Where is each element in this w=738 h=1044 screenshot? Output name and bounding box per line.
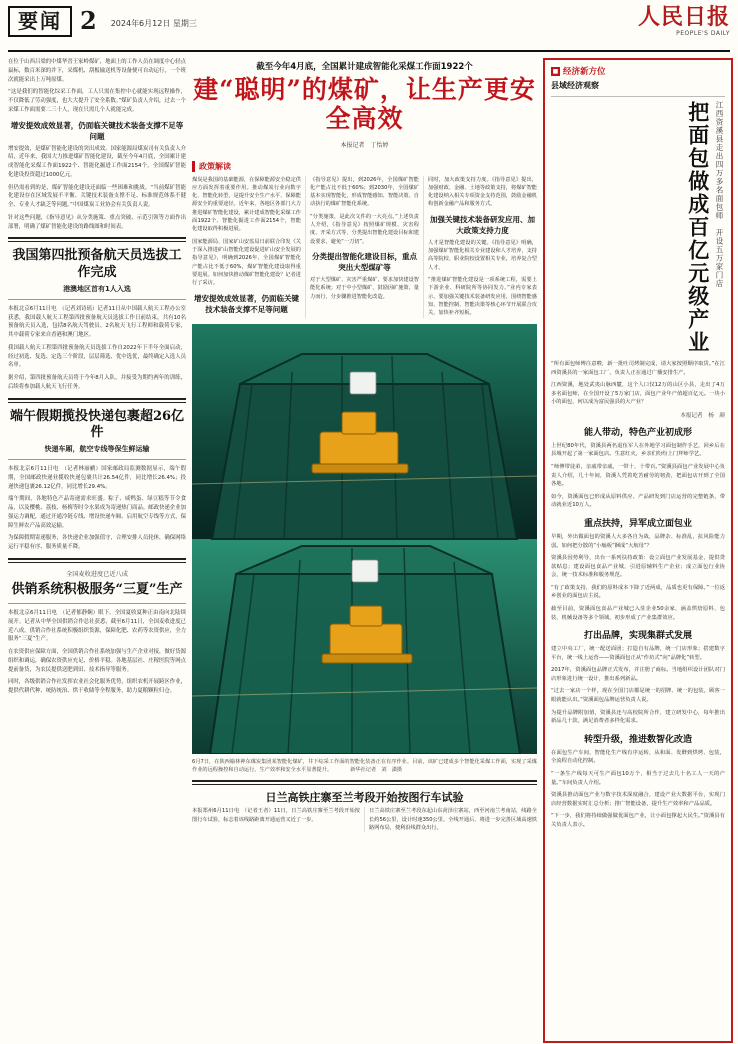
- feature-paragraph: “有了政策支持，我们的原料成本下降了近两成，品质也更有保障。”一位返乡创业的面包店主说。: [551, 584, 725, 600]
- center-column: [192, 58, 537, 1043]
- issue-date: 2024年6月12日 星期三: [110, 19, 197, 28]
- main-paragraph: 人才是智能化建设的关键。《指导意见》明确，加强煤矿智能化相关专业建设和人才培养，支持高等院校、职业院校设置相关专业，培养复合型人才。: [428, 239, 537, 271]
- article-paragraph: 我国载人航天工程第四批预备航天员选拔工作自2022年下半年全面启动，经过初选、复选、定选三个阶段，层层筛选、优中选优，最终确定入选人员名单。: [8, 344, 186, 369]
- main-body-columns: [192, 176, 537, 318]
- feature-section-heading: 打出品牌，实现集群式发展: [583, 631, 692, 642]
- paper-name-en: PEOPLE'S DAILY: [676, 30, 730, 37]
- feature-vertical-subhead: 江西资溪县走出四万多名面包师 开设五万家门店: [715, 101, 724, 288]
- left-column: [8, 58, 186, 1043]
- feature-section-heading: 重点扶持，异军成立面包业: [583, 518, 692, 529]
- article-title: 我国第四批预备航天员选拔工作完成: [12, 248, 182, 280]
- article-dateline: 本报北京6月11日电 （记者郁静娴）眼下，全国夏收夏种正由南向北陆续展开。记者从中华全国供销合作总社获悉，截至6月11日，全国麦收进度已近八成，供销合作社系统积极组织货源，保障化肥、农药等农资供应，全力服务“三夏”生产。: [8, 610, 186, 643]
- article-title: 供销系统积极服务“三夏”生产: [11, 581, 183, 597]
- main-subhead-3: 加强关键技术装备研发应用、加大政策支持力度: [430, 214, 535, 235]
- divider: [8, 398, 186, 403]
- feature-paragraph: 为提升品牌附加值，资溪县还与高校院所合作，建立研发中心，每年推出新品几十款，满足消费者多样化需求。: [551, 709, 725, 725]
- article-paragraph: 据介绍，第四批预备航天员将于今年8月入队，并接受为期约两年的训练，后续将参加载人航天飞行任务。: [8, 375, 186, 390]
- left-intro-2: “这是我们的智能化综采工作面，工人只需在集控中心就能实现远程操作，不仅降低了劳动强度，也大大提升了安全系数。”煤矿负责人介绍，过去一个采煤工作面需要二三十人，现在只需几个人就能完成。: [8, 89, 186, 113]
- main-lead-2: 国家能源局、国家矿山安监局日前联合印发《关于深入推进矿山智能化建设促进矿山安全发展的指导意见》，明确到2026年，全国煤矿智能化产能占比不低于60%，煤矿智能化建设取得重要进展。如何加快推动煤矿智能化建设？记者进行了采访。: [192, 238, 301, 287]
- feature-tag: [551, 65, 725, 77]
- feature-vertical-headline-wrap: [551, 101, 725, 354]
- divider: [551, 96, 725, 97]
- article-title: 端午假期揽投快递包裹超26亿件: [9, 408, 185, 440]
- feature-vertical-headline: 把面包做成百亿元级产业: [685, 101, 711, 354]
- left-intro-4: 但仍需看到的是，煤矿智能化建设还面临一些困难和挑战。“当前煤矿智能化建设存在区域发展不平衡、关键技术装备支撑不足、标准规范体系不健全、专业人才缺乏等问题。”中国煤炭工业协会有关负责人说。: [8, 184, 186, 208]
- article-paragraph: 在农资供应保障方面，全国供销合作社系统加强与生产企业对接，做好货源组织和调运，确保农资供应充足、价格平稳。各地基层社、庄稼医院等网点提前备货，为农民提供送肥到田、技术指导等服务。: [8, 649, 186, 673]
- rail-paragraph: 日兰高铁庄寨至兰考段东起山东菏泽庄寨站，西至河南兰考南站，线路全长约56公里，设计时速350公里。全线开通后，将进一步完善区域高速铁路网布局，便利沿线群众出行。: [369, 808, 537, 832]
- feature-section-heading: 能人带动，特色产业初成形: [583, 427, 692, 438]
- feature-paragraph: 在面包生产车间，智能化生产线有序运转，从和面、发酵到烘烤、包装，全流程自动化控制。: [551, 749, 725, 765]
- divider: [8, 459, 186, 460]
- article-subtitle: 快递车厢，航空专线等保生鲜运输: [44, 445, 150, 453]
- feature-paragraph: 建立中央工厂，统一配送面团；打造自有品牌，统一门店形象；搭建数字平台，统一线上运营——资溪面包正从“作坊式”向“品牌化”转型。: [551, 646, 725, 661]
- divider: [192, 780, 537, 785]
- feature-byline: 本报记者 杨 颜: [680, 412, 725, 419]
- main-paragraph: 《指导意见》提出，到2026年，全国煤矿智能化产能占比不低于60%；到2030年，全国煤矿基本实现智能化，形成智能感知、智能决策、自动执行的煤矿智能化系统。: [310, 176, 419, 208]
- left-subhead: 增安提效成效显著，仍面临关键技术装备支撑不足等问题: [10, 120, 184, 141]
- article-subtitle: 港澳地区首有1人入选: [63, 284, 131, 293]
- divider: [8, 237, 186, 242]
- feature-paragraph: “师傅带徒弟，亲戚带亲戚，一带十、十带百。”资溪县面包产业发展中心负责人介绍，几十年间，资溪人凭着吃苦耐劳的韧劲，把面包店开到了全国各地。: [551, 464, 725, 488]
- article-dateline: 本报北京6月11日电 （记者刘诗瑶）记者11日从中国载人航天工程办公室获悉，我国载人航天工程第四批预备航天员选拔工作日前结束，共有10名预备航天员入选，包括8名航天驾驶员、2名航天飞行工程师和载荷专家，其中载荷专家来自香港和澳门地区。: [8, 305, 186, 338]
- article-supply-marketing: [8, 569, 186, 696]
- article-paragraph: 同时，各级供销合作社发挥农业社会化服务优势，组织农机开展跨区作业，提供代耕代种、统防统治、烘干收储等全程服务，助力夏粮颗粒归仓。: [8, 679, 186, 694]
- rail-paragraph: 本报郑州6月11日电 （记者王者）11日，日兰高铁庄寨至兰考段开始按图行车试验，标志着该线路距离开通运营又近了一步。: [192, 808, 360, 823]
- policy-tag-badge: 政策解读: [192, 161, 231, 172]
- main-subhead-1: 增安提效成效显著，仍面临关键技术装备支撑不足等问题: [194, 293, 299, 314]
- feature-paragraph: “一条生产线每天可生产面包10万个，相当于过去几十名工人一天的产量。”车间负责人介绍。: [551, 770, 725, 786]
- rail-article-body: [192, 807, 537, 832]
- page-number: 2: [80, 6, 97, 35]
- feature-tag-label: 经济新方位: [563, 67, 606, 77]
- main-paragraph: 对于大型煤矿、灾害严重煤矿，要求加快建设智能化系统；对于中小型煤矿，鼓励因矿施策、量力而行，分步骤推进智能化改造。: [310, 277, 419, 300]
- story-kicker: 截至今年4月底，全国累计建成智能化采煤工作面1922个: [256, 62, 473, 72]
- main-paragraph: 同时，加大政策支持力度。《指导意见》提出，加强财政、金融、土地等政策支持，将煤矿智能化建设纳入相关专项资金支持范围，鼓励金融机构创新金融产品和服务方式。: [428, 176, 537, 208]
- main-byline: 本报记者 丁怡婷: [340, 141, 389, 149]
- feature-paragraph: “过去一家店一个样，现在全国门店都是统一的招牌、统一的包装，顾客一眼就能认出。”资溪面包品牌运营负责人说。: [551, 688, 725, 704]
- article-subtitle: 全国麦收进度已近八成: [66, 570, 128, 578]
- feature-section-heading: 转型升级，推进数智化改造: [583, 734, 692, 745]
- feature-lead-1: “所有面包师傅注意啦，新一批吐司烤制完成，请大家按照顺序取货。”在江西资溪县的一家面包工厂，负责人正在通过广播安排生产。: [551, 361, 725, 376]
- feature-paragraph: 如今，资溪面包已形成从原料供应、产品研发到门店运营的完整链条，带动就业近10万人。: [551, 493, 725, 509]
- left-intro-3: 增安提效，是煤矿智能化建设的突出成效。国家能源局煤炭司有关负责人介绍，近年来，我国大力推进煤矿智能化建设，截至今年4月底，全国累计建成智能化采煤工作面1922个、智能化掘进工作面2154个，全国煤矿智能化建设投资超过1000亿元。: [8, 145, 186, 178]
- main-lead-1: 煤炭是我国的基础能源，在保障能源安全稳定供应方面发挥着重要作用。推动煤炭行业向数字化、智能化转型，是提升安全生产水平、保障能源安全的重要途径。近年来，各地区各部门大力推进煤矿智能化建设，累计建成智能化采煤工作面1922个、智能化掘进工作面2154个，智能化建设取得积极进展。: [192, 176, 301, 233]
- article-express-delivery: [8, 409, 186, 552]
- masthead: [8, 6, 730, 52]
- article-paragraph: 端午期间，各地特色产品寄递需求旺盛。粽子、咸鸭蛋、绿豆糕等节令食品，以及樱桃、荔枝、杨梅等时令水果成为寄递热门商品。邮政快递企业加强运力调配，通过开通冷链专线、增设快递车厢、启用航空专线等方式，保障生鲜农产品高效运输。: [8, 496, 186, 529]
- rail-article-title: 日兰高铁庄寨至兰考段开始按图行车试验: [265, 790, 464, 804]
- feature-paragraph: 资溪县因势利导，出台一系列扶持政策：设立面包产业发展基金，提供贷款贴息；建设面包食品产业城，引进原辅料生产企业；成立面包行业协会，统一技术标准和服务规范。: [551, 555, 725, 579]
- feature-subtitle: 县域经济观察: [551, 81, 599, 90]
- feature-lead-2: 江西资溪，地处武夷山脉西麓，这个人口仅12万的山区小县，走出了4万多名面包师，在全国开设了5万家门店，面包产业年产值超百亿元。一块小小的面包，何以成为富民强县的大产业？: [551, 382, 725, 406]
- tag-marker-icon: ■: [552, 67, 559, 75]
- divider: [8, 603, 186, 604]
- main-headline: 建“聪明”的煤矿，让生产更安全高效: [193, 75, 536, 133]
- feature-paragraph: 2017年，资溪面包品牌正式发布，并注册了商标。当地组织设计团队对门店形象进行统一设计，推出系列新品。: [551, 667, 725, 682]
- divider: [8, 299, 186, 300]
- feature-paragraph: 早期，外出做面包的资溪人大多各自为战，品牌杂、标准乱，抗风险能力弱。如何把分散的“小舢板”捆成“大航母”？: [551, 533, 725, 549]
- article-dateline: 本报北京6月11日电 （记者林丽鹂）国家邮政局监测数据显示，端午假期，全国邮政快递业揽收快递包裹共计26.54亿件，同比增长26.4%；投递快递包裹26.12亿件，同比增长29.4%。: [8, 466, 186, 490]
- main-paragraph: “分类施策，是此次文件的一大亮点。”上述负责人介绍，《指导意见》按照煤矿规模、灾害程度、开采方式等，分类提出智能化建设目标和建设要求，避免“一刀切”。: [310, 213, 419, 245]
- paper-name: 人民日报: [637, 4, 730, 30]
- economy-feature-panel: [543, 58, 733, 1043]
- feature-paragraph: “下一步，我们将持续做强做优面包产业，让小面包撑起大民生。”资溪县有关负责人表示。: [551, 813, 725, 828]
- main-subhead-2: 分类提出智能化建设目标，重点突出大型煤矿等: [312, 252, 417, 272]
- photo-illustration: [192, 324, 537, 754]
- article-paragraph: 为保障假期寄递服务，各快递企业加强值守，合理安排人员轮休，确保网络运行平稳有序、服务质量不降。: [8, 535, 186, 550]
- feature-paragraph: 上世纪80年代，资溪县两名退伍军人在外地学习面包制作手艺，回乡后在县城开起了第一家面包店。生意红火，乡亲们纷纷上门拜师学艺。: [551, 442, 725, 458]
- left-intro-1: 在位于山西吕梁的中煤华晋王家岭煤矿，地面上的工作人员在调度中心轻点鼠标，数百米深的井下，采煤机、刮板输送机等设备便可自动运行，一个班次就能采出上万吨原煤。: [8, 59, 186, 83]
- feature-paragraph: 截至目前，资溪面包食品产业城已入驻企业50余家，涵盖烘焙原料、包装、机械设备等多个领域，初步形成了产业集群效应。: [551, 605, 725, 621]
- paper-logo: [638, 6, 730, 37]
- divider: [8, 558, 186, 563]
- section-label: 要闻: [8, 6, 72, 37]
- photo-caption: 6月7日，在陕西榆林神东煤炭集团某智能化煤矿，井下综采工作面的智能化装备正在有序作业。目前，该矿已建成多个智能化采煤工作面，实现了采煤作业的远程操控和自动运行，生产效率和安全水平显著提升。 新华社记者 刘 潇摄: [192, 758, 537, 773]
- main-paragraph: “推进煤矿智能化建设是一项系统工程，需要上下游企业、科研院所等协同发力。”业内专家表示，要加强关键技术装备研发应用，围绕智能感知、智能控制、智能决策等核心环节开展联合攻关，加快补齐短板。: [428, 277, 537, 317]
- article-astronaut-selection: [8, 248, 186, 391]
- left-intro-5: 针对这些问题，《指导意见》从分类施策、重点突破、示范引领等方面作出部署，明确了煤矿智能化建设的路线图和时间表。: [8, 214, 186, 230]
- feature-paragraph: 资溪县推动面包产业与数字技术深度融合，建设产业大数据平台，实现门店经营数据实时汇总分析；推广智能设备，提升生产效率和产品品质。: [551, 792, 725, 807]
- mine-photo: [192, 324, 537, 754]
